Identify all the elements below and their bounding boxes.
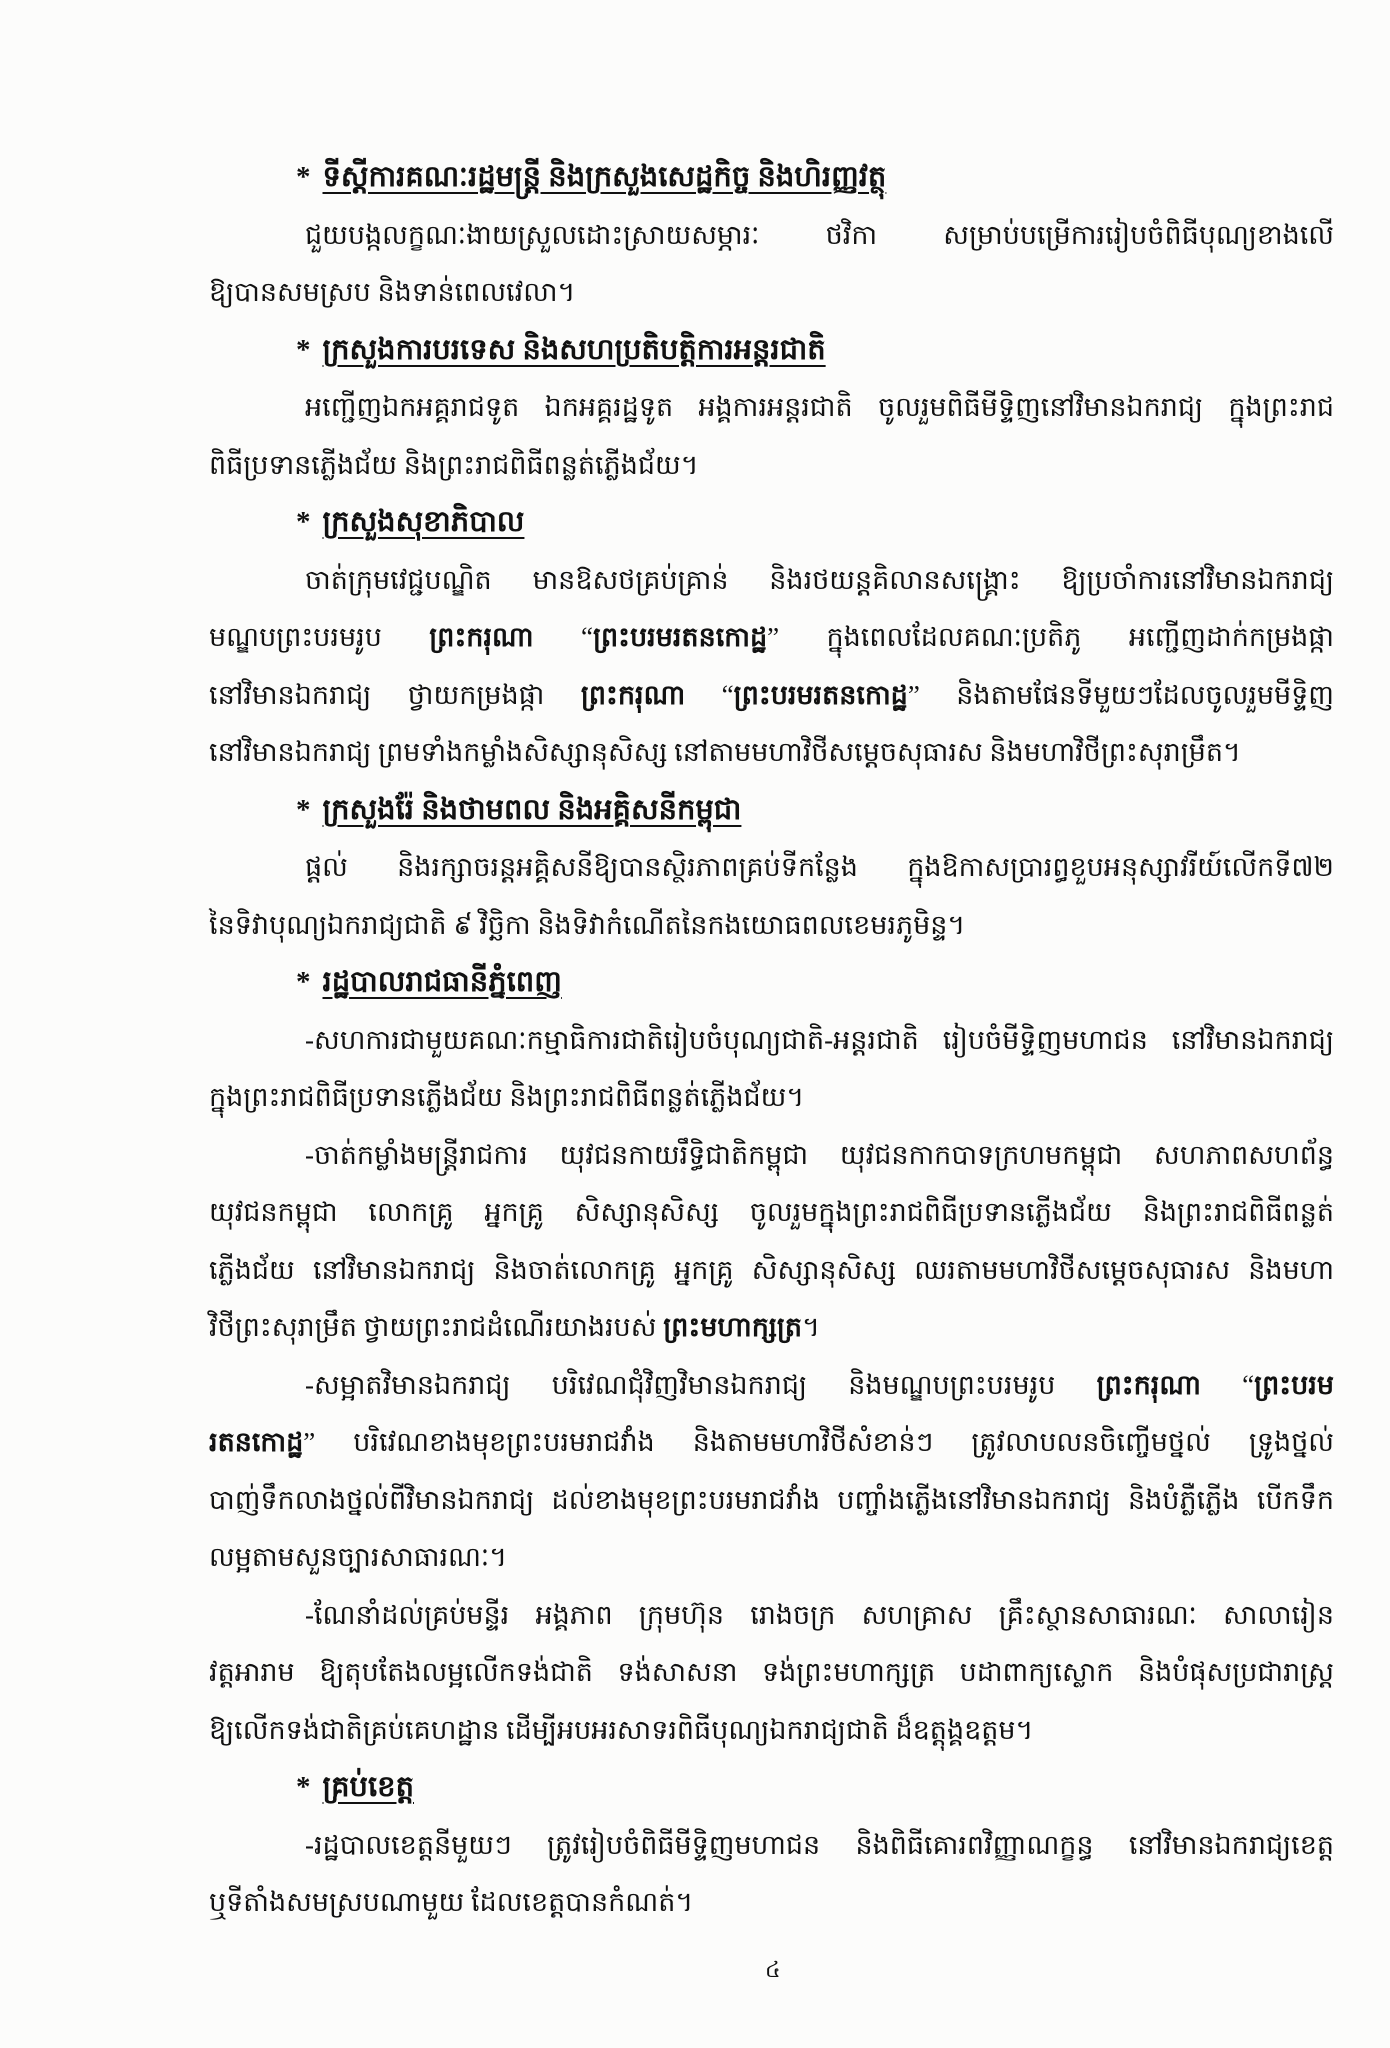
text-segment: ឬទីតាំងសមស្របណាមួយ ដែលខេត្តបានកំណត់។ bbox=[209, 1887, 694, 1917]
text-line bbox=[209, 264, 1334, 322]
text-line bbox=[209, 437, 1334, 495]
text-line bbox=[209, 1299, 1334, 1357]
paragraph bbox=[209, 1127, 1334, 1357]
section-heading bbox=[209, 322, 1334, 380]
paragraph bbox=[209, 552, 1334, 782]
document-section bbox=[209, 782, 1334, 955]
text-segment: ចាត់ក្រុមវេជ្ជបណ្ឌិត មានឱសថគ្រប់គ្រាន់ និងរថយន្តគិលានសង្គ្រោះ ឱ្យប្រចាំការនៅវិមានឯករាជ្យ bbox=[305, 564, 1334, 595]
section-heading bbox=[209, 1759, 1334, 1817]
text-segment: ពិធីប្រទានភ្លើងជ័យ និងព្រះរាជពិធីពន្លត់ភ្លើងជ័យ។ bbox=[209, 449, 699, 480]
text-line bbox=[209, 724, 1334, 782]
text-segment: អញ្ជើញឯកអគ្គរាជទូត ឯកអគ្គរដ្ឋទូត អង្គការអន្តរជាតិ ចូលរួមពិធីមីទ្ទិញនៅវិមានឯករាជ្យ ក្នុងព្រះរាជ bbox=[305, 392, 1334, 422]
text-line bbox=[209, 667, 1334, 725]
text-line bbox=[209, 609, 1334, 667]
text-line bbox=[209, 1184, 1334, 1242]
text-segment: នៅវិមានឯករាជ្យ ថ្វាយកម្រងផ្កា bbox=[209, 679, 581, 710]
text-line bbox=[209, 1702, 1334, 1760]
text-line bbox=[209, 1587, 1334, 1645]
document-section bbox=[209, 322, 1334, 495]
text-segment: “ bbox=[685, 679, 734, 710]
page-number: ៤ bbox=[765, 1957, 781, 1982]
text-segment: ផ្តល់ និងរក្សាចរន្តអគ្គិសនីឱ្យបានស្ថិរភាពគ្រប់ទីកន្លែង ក្នុងឱកាសប្រារព្ធខួបអនុស្សាវរីយ៍លើកទី៧២ bbox=[305, 852, 1334, 882]
text-segment: -ណែនាំដល់គ្រប់មន្ទីរ អង្គភាព ក្រុមហ៊ុន រោងចក្រ សហគ្រាស គ្រឹះស្ថានសាធារណៈ សាលារៀន bbox=[305, 1599, 1334, 1630]
text-segment: វត្តអារាម ឱ្យតុបតែងលម្អលើកទង់ជាតិ ទង់សាសនា ទង់ព្រះមហាក្សត្រ បដាពាក្យស្លោក និងបំផុសប្រជារាស្ត្រ bbox=[209, 1657, 1334, 1687]
text-line bbox=[209, 1069, 1334, 1127]
text-line bbox=[209, 897, 1334, 955]
text-segment: ជួយបង្កលក្ខណៈងាយស្រួលដោះស្រាយសម្ភារៈ ថវិកា សម្រាប់បម្រើការរៀបចំពិធីបុណ្យខាងលើ bbox=[305, 219, 1334, 250]
text-segment: បាញ់ទឹកលាងថ្នល់ពីវិមានឯករាជ្យ ដល់ខាងមុខព្រះបរមរាជវាំង បញ្ចាំងភ្លើងនៅវិមានឯករាជ្យ និងបំភ្លឺភ្លើង បើកទឹក bbox=[209, 1484, 1334, 1515]
text-segment: នៃទិវាបុណ្យឯករាជ្យជាតិ ៩ វិច្ឆិកា និងទិវាកំណើតនៃកងយោធពលខេមរភូមិន្ទ។ bbox=[209, 909, 966, 940]
text-segment: ឱ្យលើកទង់ជាតិគ្រប់គេហដ្ឋាន ដើម្បីអបអរសាទរពិធីបុណ្យឯករាជ្យជាតិ ដ៏ឧត្តុង្គឧត្តម។ bbox=[209, 1714, 1034, 1745]
paragraph bbox=[209, 1587, 1334, 1760]
document-section bbox=[209, 149, 1334, 322]
text-segment: ក្នុងព្រះរាជពិធីប្រទានភ្លើងជ័យ និងព្រះរាជពិធីពន្លត់ភ្លើងជ័យ។ bbox=[209, 1082, 805, 1112]
text-segment: ” និងតាមផែនទីមួយៗដែលចូលរួមមីទ្ទិញ bbox=[907, 679, 1335, 710]
text-segment: ឱ្យបានសមស្រប និងទាន់ពេលវេលា។ bbox=[209, 277, 576, 307]
section-heading-text: ក្រសួងរ៉ែ និងថាមពល និងអគ្គិសនីកម្ពុជា bbox=[322, 793, 742, 826]
text-line bbox=[209, 1242, 1334, 1300]
document-section bbox=[209, 1759, 1334, 1932]
text-line bbox=[209, 1414, 1334, 1472]
text-segment: យុវជនកម្ពុជា លោកគ្រូ អ្នកគ្រូ សិស្សានុសិស្ស ចូលរួមក្នុងព្រះរាជពិធីប្រទានភ្លើងជ័យ និងព្រះរាជពិធីពន្លត់ bbox=[209, 1197, 1334, 1227]
paragraph bbox=[209, 379, 1334, 494]
text-line bbox=[209, 1817, 1334, 1875]
bold-text: ព្រះករុណា bbox=[429, 622, 534, 652]
text-line bbox=[209, 1529, 1334, 1587]
section-heading bbox=[209, 954, 1334, 1012]
bullet-star: * bbox=[296, 793, 311, 826]
text-segment: “ bbox=[1200, 1369, 1255, 1400]
text-line bbox=[209, 1472, 1334, 1530]
bold-text: ព្រះបរម bbox=[1254, 1369, 1334, 1400]
paragraph bbox=[209, 839, 1334, 954]
text-segment: -រដ្ឋបាលខេត្តនីមួយៗ ត្រូវរៀបចំពិធីមីទ្ទិញមហាជន និងពិធីគោរពវិញ្ញាណក្ខន្ធ នៅវិមានឯករាជ្យខេត្ត bbox=[305, 1829, 1334, 1860]
bold-text: ព្រះមហាក្សត្រ bbox=[663, 1312, 803, 1342]
text-segment: -សម្អាតវិមានឯករាជ្យ បរិវេណជុំវិញវិមានឯករាជ្យ និងមណ្ឌបព្រះបរមរូប bbox=[305, 1369, 1097, 1400]
text-segment: “ bbox=[533, 622, 593, 652]
section-heading-text: រដ្ឋបាលរាជធានីភ្នំពេញ bbox=[322, 966, 562, 998]
bullet-star: * bbox=[296, 966, 311, 998]
text-segment: ” បរិវេណខាងមុខព្រះបរមរាជវាំង និងតាមមហាវិថីសំខាន់ៗ ត្រូវលាបលនចិញ្ចើមថ្នល់ ទ្រូងថ្នល់ bbox=[303, 1427, 1334, 1457]
paragraph bbox=[209, 207, 1334, 322]
text-segment: វិថីព្រះសុរាម្រឹត ថ្វាយព្រះរាជដំណើរយាងរបស់ bbox=[209, 1312, 664, 1342]
document-section bbox=[209, 494, 1334, 782]
bullet-star: * bbox=[296, 1771, 311, 1803]
paragraph bbox=[209, 1817, 1334, 1932]
paragraph bbox=[209, 1012, 1334, 1127]
text-line bbox=[209, 1874, 1334, 1932]
text-segment: ” ក្នុងពេលដែលគណៈប្រតិភូ អញ្ជើញដាក់កម្រងផ្កា bbox=[767, 622, 1334, 652]
text-line bbox=[209, 1127, 1334, 1185]
document-section bbox=[209, 954, 1334, 1759]
bold-text: រតនកោដ្ឋ bbox=[209, 1427, 304, 1457]
text-segment: ភ្លើងជ័យ នៅវិមានឯករាជ្យ និងចាត់លោកគ្រូ អ្នកគ្រូ សិស្សានុសិស្ស ឈរតាមមហាវិថីសម្តេចសុធារស និងមហា bbox=[209, 1254, 1334, 1285]
bold-text: ព្រះករុណា bbox=[580, 679, 686, 710]
bold-text: ព្រះបរមរតនកោដ្ឋ bbox=[592, 622, 768, 652]
section-heading bbox=[209, 494, 1334, 552]
text-line bbox=[209, 1644, 1334, 1702]
text-line bbox=[209, 839, 1334, 897]
text-line bbox=[209, 1012, 1334, 1070]
text-segment: លម្អតាមសួនច្បារសាធារណៈ។ bbox=[209, 1542, 508, 1572]
text-segment: -សហការជាមួយគណៈកម្មាធិការជាតិរៀបចំបុណ្យជាតិ-អន្តរជាតិ រៀបចំមីទ្ទិញមហាជន នៅវិមានឯករាជ្យ bbox=[305, 1024, 1334, 1055]
bold-text: ព្រះករុណា bbox=[1096, 1369, 1201, 1400]
text-line bbox=[209, 552, 1334, 610]
bullet-star: * bbox=[296, 506, 311, 538]
section-heading bbox=[209, 782, 1334, 840]
section-heading-text: គ្រប់ខេត្ត bbox=[322, 1771, 414, 1803]
document-body bbox=[209, 149, 1334, 1932]
section-heading-text: ក្រសួងការបរទេស និងសហប្រតិបត្តិការអន្តរជាតិ bbox=[322, 333, 826, 366]
text-segment: -ចាត់កម្លាំងមន្ត្រីរាជការ យុវជនកាយរឹទ្ធិជាតិកម្ពុជា យុវជនកាកបាទក្រហមកម្ពុជា សហភាពសហព័ន្ធ bbox=[305, 1139, 1334, 1170]
text-segment: នៅវិមានឯករាជ្យ ព្រមទាំងកម្លាំងសិស្សានុសិស្ស នៅតាមមហាវិថីសម្តេចសុធារស និងមហាវិថីព្រះសុរាម្រឹត។ bbox=[209, 737, 1241, 767]
bullet-star: * bbox=[296, 161, 311, 193]
bullet-star: * bbox=[296, 333, 311, 366]
text-line bbox=[209, 379, 1334, 437]
paragraph bbox=[209, 1357, 1334, 1587]
text-segment: មណ្ឌបព្រះបរមរូប bbox=[209, 622, 430, 652]
text-line bbox=[209, 207, 1334, 265]
section-heading bbox=[209, 149, 1334, 207]
section-heading-text: ទីស្តីការគណៈរដ្ឋមន្ត្រី និងក្រសួងសេដ្ឋកិច្ច និងហិរញ្ញវត្ថុ bbox=[322, 161, 887, 193]
bold-text: ព្រះបរមរតនកោដ្ឋ bbox=[733, 679, 908, 710]
text-line bbox=[209, 1357, 1334, 1415]
text-segment: ។ bbox=[802, 1312, 820, 1342]
section-heading-text: ក្រសួងសុខាភិបាល bbox=[322, 506, 525, 538]
